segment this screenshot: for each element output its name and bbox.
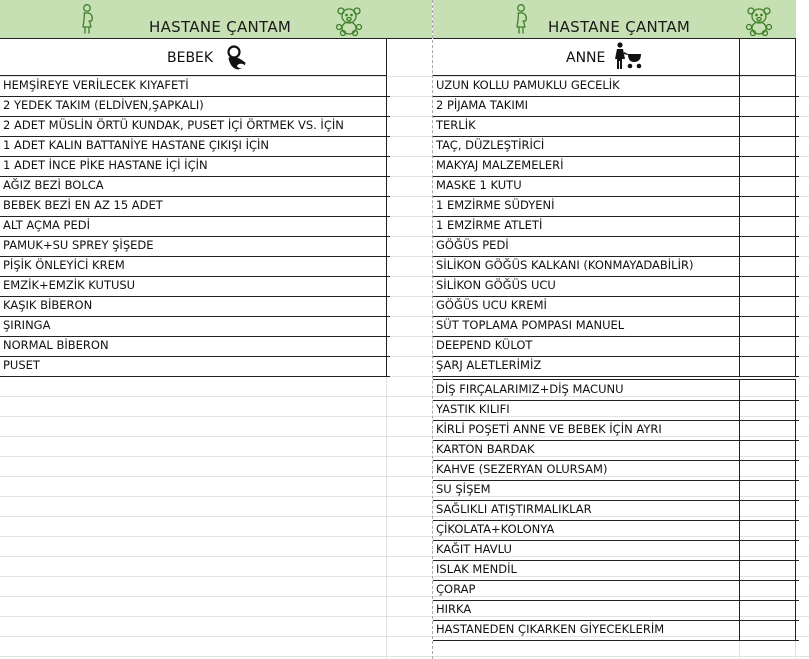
left-item-row[interactable]: ŞIRINGA	[0, 316, 390, 337]
gridline	[0, 656, 809, 657]
left-item-row[interactable]: 1 ADET İNCE PİKE HASTANE İÇİ İÇİN	[0, 156, 390, 177]
left-item-row[interactable]: NORMAL BİBERON	[0, 336, 390, 357]
right-item-row[interactable]: DİŞ FIRÇALARIMIZ+DİŞ MACUNU	[433, 380, 799, 401]
pregnant-woman-icon	[510, 3, 532, 35]
right-item-row[interactable]: ŞARJ ALETLERİMİZ	[433, 356, 799, 377]
right-item-row[interactable]: HASTANEDEN ÇIKARKEN GİYECEKLERİM	[433, 620, 799, 641]
left-item-row[interactable]: EMZİK+EMZİK KUTUSU	[0, 276, 390, 297]
left-title: HASTANE ÇANTAM	[149, 18, 292, 36]
right-item-row[interactable]: UZUN KOLLU PAMUKLU GECELİK	[433, 76, 799, 97]
right-item-row[interactable]: 1 EMZİRME SÜDYENİ	[433, 196, 799, 217]
right-subheader-end-border	[795, 39, 796, 76]
right-item-row[interactable]: GÖĞÜS PEDİ	[433, 236, 799, 257]
left-item-row[interactable]: ALT AÇMA PEDİ	[0, 216, 390, 237]
right-item-row[interactable]: YASTIK KILIFI	[433, 400, 799, 421]
left-item-row[interactable]: 2 ADET MÜSLİN ÖRTÜ KUNDAK, PUSET İÇİ ÖRTMEK VS. İÇİN	[0, 116, 390, 137]
right-item-row[interactable]: KAĞIT HAVLU	[433, 540, 799, 561]
right-item-row[interactable]: 2 PİJAMA TAKIMI	[433, 96, 799, 117]
right-item-row[interactable]: TAÇ, DÜZLEŞTİRİCİ	[433, 136, 799, 157]
right-subheader-row	[433, 39, 796, 76]
right-item-row[interactable]: 1 EMZİRME ATLETİ	[433, 216, 799, 237]
right-item-row[interactable]: KİRLİ POŞETİ ANNE VE BEBEK İÇİN AYRI	[433, 420, 799, 441]
teddy-bear-icon	[334, 6, 364, 36]
right-item-row[interactable]: SİLİKON GÖĞÜS UCU	[433, 276, 799, 297]
left-item-row[interactable]: AĞIZ BEZİ BOLCA	[0, 176, 390, 197]
right-table-border	[739, 380, 740, 640]
left-item-row[interactable]: 2 YEDEK TAKIM (ELDİVEN,ŞAPKALI)	[0, 96, 390, 117]
left-table-border	[386, 76, 387, 376]
left-subheader-row	[0, 39, 387, 76]
right-item-row[interactable]: ÇORAP	[433, 580, 799, 601]
left-item-row[interactable]: BEBEK BEZİ EN AZ 15 ADET	[0, 196, 390, 217]
right-item-row[interactable]: SİLİKON GÖĞÜS KALKANI (KONMAYADABİLİR)	[433, 256, 799, 277]
left-item-row[interactable]: 1 ADET KALIN BATTANİYE HASTANE ÇIKIŞI İÇİN	[0, 136, 390, 157]
right-item-row[interactable]: MASKE 1 KUTU	[433, 176, 799, 197]
right-title: HASTANE ÇANTAM	[548, 18, 691, 36]
pregnant-woman-icon	[76, 3, 98, 35]
left-item-row[interactable]: PİŞİK ÖNLEYİCİ KREM	[0, 256, 390, 277]
left-item-row[interactable]: HEMŞİREYE VERİLECEK KIYAFETİ	[0, 76, 390, 97]
right-item-row[interactable]: SÜT TOPLAMA POMPASI MANUEL	[433, 316, 799, 337]
right-table-border	[795, 76, 796, 376]
right-item-row[interactable]: TERLİK	[433, 116, 799, 137]
right-item-row[interactable]: MAKYAJ MALZEMELERİ	[433, 156, 799, 177]
teddy-bear-icon	[744, 6, 774, 36]
right-item-row[interactable]: ÇİKOLATA+KOLONYA	[433, 520, 799, 541]
left-item-row[interactable]: PUSET	[0, 356, 390, 377]
right-item-row[interactable]: SAĞLIKLI ATIŞTIRMALIKLAR	[433, 500, 799, 521]
right-item-row[interactable]: KAHVE (SEZERYAN OLURSAM)	[433, 460, 799, 481]
left-subtitle: BEBEK	[167, 50, 214, 66]
right-item-row[interactable]: HIRKA	[433, 600, 799, 621]
right-item-row[interactable]: SU ŞİŞEM	[433, 480, 799, 501]
right-table-border	[739, 76, 740, 376]
right-item-row[interactable]: DEEPEND KÜLOT	[433, 336, 799, 357]
right-table-border	[795, 380, 796, 640]
left-item-row[interactable]: PAMUK+SU SPREY ŞİŞEDE	[0, 236, 390, 257]
right-subtitle: ANNE	[566, 50, 606, 66]
right-item-row[interactable]: KARTON BARDAK	[433, 440, 799, 461]
right-subheader-check-border	[739, 39, 740, 76]
right-item-row[interactable]: GÖĞÜS UCU KREMİ	[433, 296, 799, 317]
right-table-border	[433, 379, 796, 380]
left-item-row[interactable]: KAŞIK BİBERON	[0, 296, 390, 317]
right-item-row[interactable]: ISLAK MENDİL	[433, 560, 799, 581]
